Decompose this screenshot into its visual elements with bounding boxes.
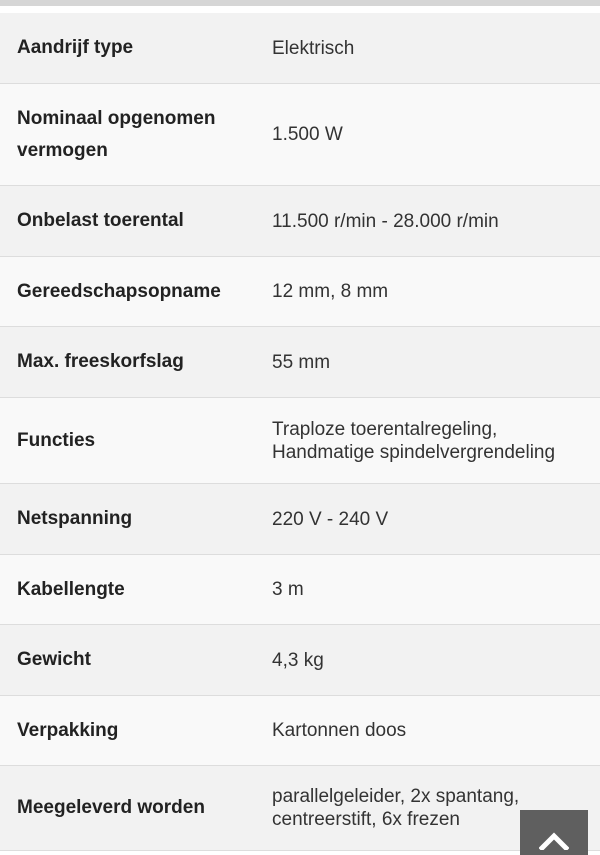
spec-value: 1.500 W: [272, 124, 343, 145]
spec-label: Max. freeskorfslag: [17, 351, 184, 372]
spec-value: 55 mm: [272, 351, 331, 373]
chevron-up-icon: [539, 832, 569, 850]
spec-row-freeskorfslag: [0, 327, 600, 398]
spec-value: 12 mm, 8 mm: [272, 281, 389, 302]
spec-row-gereedschapsopname: [0, 257, 600, 327]
spec-row-functies: [0, 398, 600, 484]
spec-label: Gewicht: [17, 649, 91, 670]
spec-value: Traploze toerentalregeling, Handmatige spindelvergrendeling: [272, 418, 556, 463]
spec-label: Functies: [17, 429, 96, 451]
spec-row-aandrijf-type: [0, 13, 600, 84]
spec-value: Kartonnen doos: [272, 720, 407, 741]
spec-label: Kabellengte: [17, 578, 125, 600]
spec-row-gewicht: [0, 625, 600, 696]
spec-value: parallelgeleider, 2x spantang, centreerstift, 6x frezen: [272, 786, 520, 830]
spec-value: 11.500 r/min - 28.000 r/min: [272, 210, 499, 232]
spec-row-meegeleverd: [0, 766, 600, 851]
spec-value: 3 m: [272, 579, 304, 600]
spec-label: Gereedschapsopname: [17, 280, 221, 302]
spec-table: [0, 13, 600, 851]
scroll-to-top-button[interactable]: [520, 810, 588, 855]
spec-label: Aandrijf type: [17, 37, 134, 58]
spec-value: 4,3 kg: [272, 649, 324, 671]
spec-label: Onbelast toerental: [17, 210, 184, 231]
spec-label: Meegeleverd worden: [17, 797, 205, 818]
spec-label: Netspanning: [17, 508, 133, 529]
spec-value: 220 V - 240 V: [272, 508, 389, 530]
spec-row-kabellengte: [0, 555, 600, 625]
spec-label: Verpakking: [17, 719, 119, 741]
spec-row-verpakking: [0, 696, 600, 766]
spec-label: Nominaal opgenomen vermogen: [17, 107, 216, 161]
spec-row-toerental: [0, 186, 600, 257]
spec-value: Elektrisch: [272, 37, 355, 59]
spec-row-netspanning: [0, 484, 600, 555]
spec-row-vermogen: [0, 84, 600, 186]
